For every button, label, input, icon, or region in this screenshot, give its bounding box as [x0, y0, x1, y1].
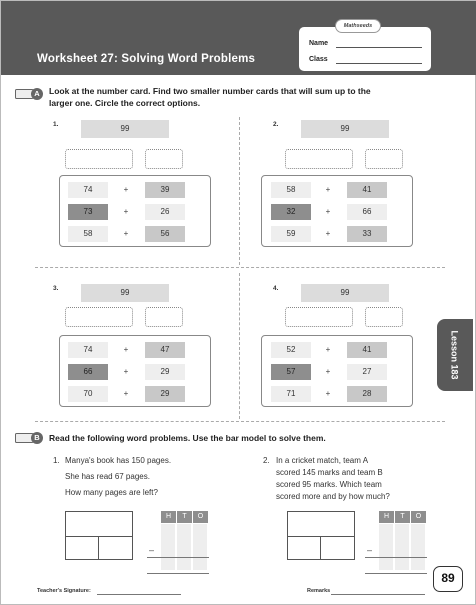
word-problem-number: 2.	[263, 456, 270, 465]
question-number: 1.	[53, 121, 59, 128]
question-number: 4.	[273, 285, 279, 292]
number-card-option[interactable]: 26	[145, 204, 185, 220]
bar-model-part[interactable]	[287, 536, 321, 560]
bar-model-whole[interactable]	[65, 511, 133, 537]
target-card: 99	[301, 120, 389, 138]
answer-line	[365, 573, 427, 574]
section-b-instruction: Read the following word problems. Use the bar model to solve them.	[49, 433, 326, 443]
target-card: 99	[81, 120, 169, 138]
page-number: 89	[433, 566, 463, 592]
number-card-option[interactable]: 27	[347, 364, 387, 380]
word-problem-text: In a cricket match, team A	[276, 456, 369, 465]
bar-model-part[interactable]	[98, 536, 133, 560]
name-field[interactable]	[336, 47, 422, 48]
number-card-option[interactable]: 41	[347, 182, 387, 198]
plus-sign: +	[325, 185, 331, 194]
bar-model-part[interactable]	[65, 536, 99, 560]
number-card-option[interactable]: 58	[68, 226, 108, 242]
word-problem-text: How many pages are left?	[65, 488, 158, 497]
plus-sign: +	[123, 345, 129, 354]
plus-sign: +	[325, 207, 331, 216]
horizontal-divider-b	[35, 421, 445, 422]
answer-box-right[interactable]	[365, 149, 403, 169]
word-problem-text: scored 95 marks. Which team	[276, 480, 382, 489]
number-card-option[interactable]: 47	[145, 342, 185, 358]
number-card-option[interactable]: 66	[68, 364, 108, 380]
lesson-tab-label-wrap	[437, 319, 473, 391]
plus-sign: +	[123, 229, 129, 238]
plus-sign: +	[325, 367, 331, 376]
ones-header: O	[193, 511, 208, 523]
answer-box-right[interactable]	[145, 149, 183, 169]
number-card-option[interactable]: 33	[347, 226, 387, 242]
vertical-divider-bottom	[239, 273, 240, 419]
ones-header: O	[411, 511, 426, 523]
ones-column[interactable]	[193, 524, 208, 570]
question-number: 3.	[53, 285, 59, 292]
word-problem-text: scored more and by how much?	[276, 492, 390, 501]
number-card-option[interactable]: 29	[145, 386, 185, 402]
number-card-option[interactable]: 52	[271, 342, 311, 358]
number-card-option[interactable]: 70	[68, 386, 108, 402]
answer-box-left[interactable]	[65, 307, 133, 327]
name-label: Name	[309, 40, 329, 47]
bar-model-part[interactable]	[320, 536, 355, 560]
tens-header: T	[177, 511, 192, 523]
plus-sign: +	[325, 345, 331, 354]
section-a-instruction-line-1: Look at the number card. Find two smaller number cards that will sum up to the	[49, 86, 371, 96]
plus-sign: +	[325, 229, 331, 238]
ones-column[interactable]	[411, 524, 426, 570]
section-a-instruction-line-2: larger one. Circle the correct options.	[49, 98, 201, 108]
remarks-field[interactable]	[331, 594, 425, 595]
answer-box-right[interactable]	[365, 307, 403, 327]
class-field[interactable]	[336, 63, 422, 64]
answer-box-left[interactable]	[65, 149, 133, 169]
horizontal-divider	[35, 267, 445, 268]
number-card-option[interactable]: 71	[271, 386, 311, 402]
teacher-signature-field[interactable]	[97, 594, 181, 595]
section-b-badge: B	[31, 432, 43, 444]
bar-model-whole[interactable]	[287, 511, 355, 537]
minus-sign: –	[367, 545, 373, 555]
target-card: 99	[301, 284, 389, 302]
name-class-box	[299, 27, 431, 71]
word-problem-number: 1.	[53, 456, 60, 465]
number-card-option[interactable]: 73	[68, 204, 108, 220]
teacher-signature-label: Teacher's Signature:	[37, 588, 91, 594]
number-card-option[interactable]: 57	[271, 364, 311, 380]
number-card-option[interactable]: 56	[145, 226, 185, 242]
number-card-option[interactable]: 32	[271, 204, 311, 220]
number-card-option[interactable]: 28	[347, 386, 387, 402]
plus-sign: +	[123, 207, 129, 216]
tens-column[interactable]	[177, 524, 192, 570]
hundreds-header: H	[161, 511, 176, 523]
number-card-option[interactable]: 74	[68, 182, 108, 198]
remarks-label: Remarks	[307, 588, 331, 594]
plus-sign: +	[123, 389, 129, 398]
hundreds-header: H	[379, 511, 394, 523]
plus-sign: +	[123, 367, 129, 376]
question-number: 2.	[273, 121, 279, 128]
tens-header: T	[395, 511, 410, 523]
worksheet-title: Worksheet 27: Solving Word Problems	[37, 53, 256, 65]
number-card-option[interactable]: 41	[347, 342, 387, 358]
number-card-option[interactable]: 59	[271, 226, 311, 242]
section-a-badge: A	[31, 88, 43, 100]
class-label: Class	[309, 56, 328, 63]
word-problem-text: She has read 67 pages.	[65, 472, 150, 481]
answer-box-left[interactable]	[285, 149, 353, 169]
vertical-divider-top	[239, 117, 240, 265]
lesson-tab-label: Lesson 183	[450, 330, 460, 380]
plus-sign: +	[123, 185, 129, 194]
number-card-option[interactable]: 74	[68, 342, 108, 358]
word-problem-text: Manya's book has 150 pages.	[65, 456, 172, 465]
minus-sign: –	[149, 545, 155, 555]
number-card-option[interactable]: 66	[347, 204, 387, 220]
tens-column[interactable]	[395, 524, 410, 570]
plus-sign: +	[325, 389, 331, 398]
subtraction-line	[147, 557, 209, 558]
answer-box-right[interactable]	[145, 307, 183, 327]
hundreds-column[interactable]	[379, 524, 394, 570]
subtraction-line	[365, 557, 427, 558]
number-card-option[interactable]: 58	[271, 182, 311, 198]
brand-logo: Mathseeds	[335, 19, 381, 33]
target-card: 99	[81, 284, 169, 302]
number-card-option[interactable]: 39	[145, 182, 185, 198]
answer-box-left[interactable]	[285, 307, 353, 327]
word-problem-text: scored 145 marks and team B	[276, 468, 383, 477]
hundreds-column[interactable]	[161, 524, 176, 570]
answer-line	[147, 573, 209, 574]
number-card-option[interactable]: 29	[145, 364, 185, 380]
